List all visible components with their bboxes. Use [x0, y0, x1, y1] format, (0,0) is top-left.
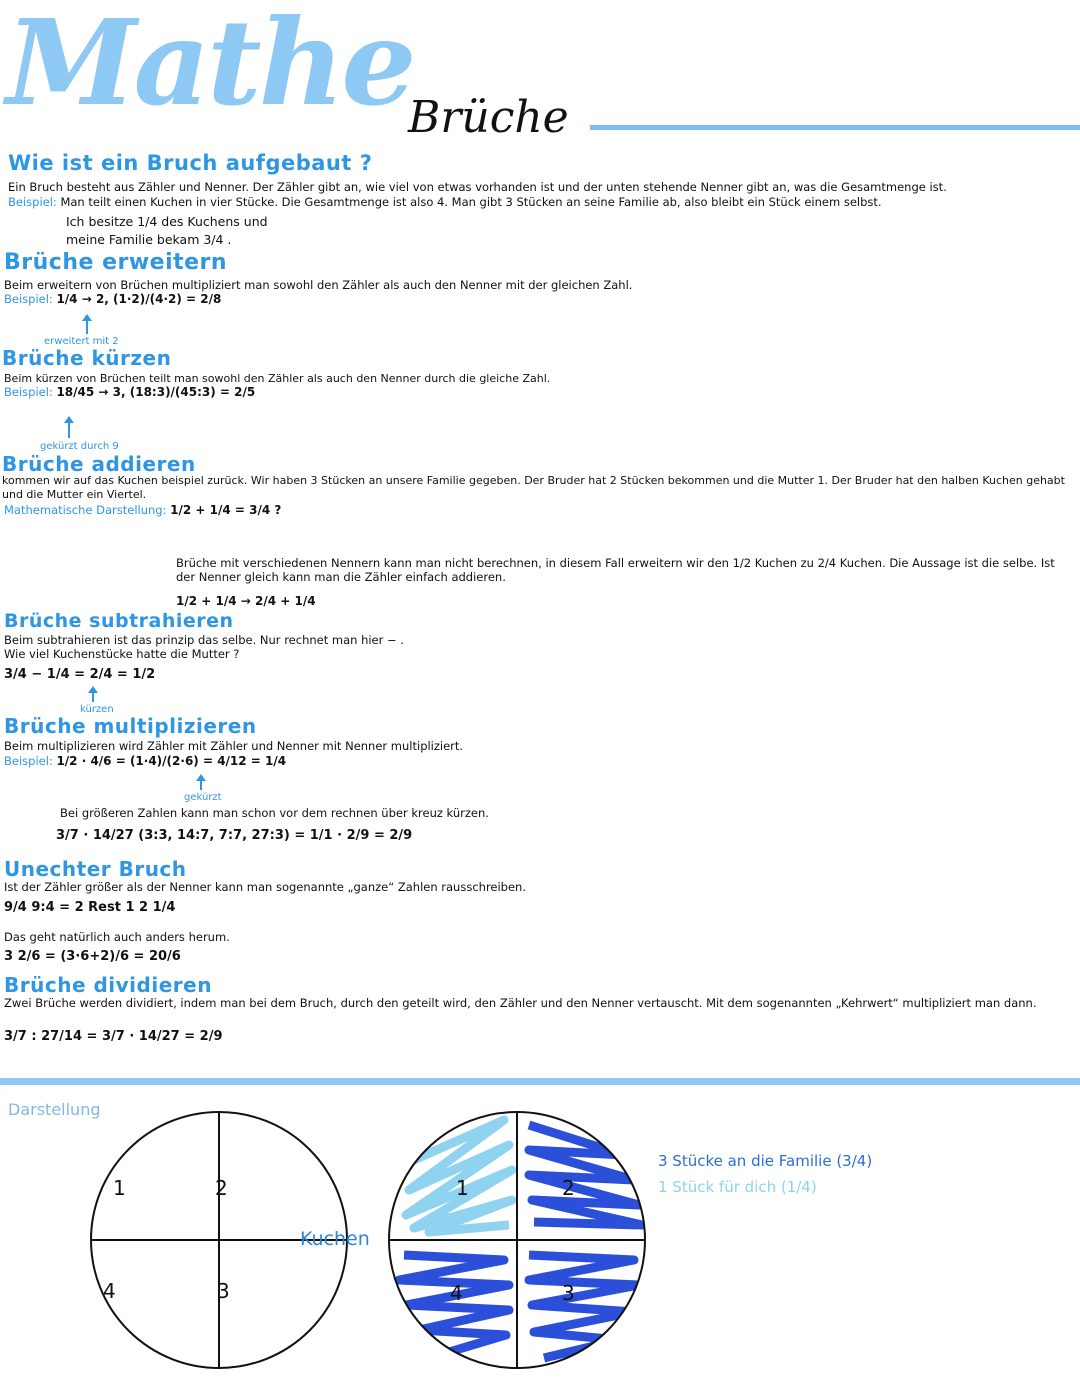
piece-label-4: 4: [103, 1279, 116, 1303]
erweitern-note: erweitert mit 2: [44, 336, 119, 347]
page-subtitle: Brüche: [408, 92, 569, 143]
unecht-math2: 3 2/6 = (3·6+2)/6 = 20/6: [4, 949, 181, 964]
legend-self: 1 Stück für dich (1/4): [658, 1178, 817, 1196]
addieren-text: kommen wir auf das Kuchen beispiel zurück. Wir haben 3 Stücken an unsere Familie gegeben. Der Bruder hat 2 Stücken bekommen und die Mutter 1. Der Bruder hat den halben Kuchen gehabt und die Mutter ein Viertel.: [2, 474, 1065, 501]
addieren-math2: 1/2 + 1/4 → 2/4 + 1/4: [176, 594, 316, 608]
page-title: Mathe: [6, 0, 414, 132]
aufbau-text: Ein Bruch besteht aus Zähler und Nenner. Der Zähler gibt an, wie viel von etwas vorhanden ist und der unten stehende Nenner gibt an, was die Gesamtmenge ist.: [8, 180, 947, 194]
heading-aufbau: Wie ist ein Bruch aufgebaut ?: [8, 151, 373, 175]
multiplizieren-note: gekürzt: [184, 792, 222, 803]
piece-label-colored-1: 1: [456, 1176, 469, 1200]
erweitern-arrow: [86, 316, 88, 334]
kuerzen-example-label: Beispiel:: [4, 385, 53, 399]
unecht-text: Ist der Zähler größer als der Nenner kann man sogenannte „ganze“ Zahlen rausschreiben.: [4, 880, 527, 894]
dividieren-text: Zwei Brüche werden dividiert, indem man bei dem Bruch, durch den geteilt wird, den Zähler und den Nenner vertauscht. Mit dem sogenannten „Kehrwert“ multipliziert man dann.: [4, 996, 1037, 1010]
aufbau-example-label: Beispiel:: [8, 195, 57, 209]
heading-dividieren: Brüche dividieren: [4, 973, 212, 997]
addieren-explain: Brüche mit verschiedenen Nennern kann man nicht berechnen, in diesem Fall erweitern wir den 1/2 Kuchen zu 2/4 Kuchen. Die Aussage ist die selbe. Ist der Nenner gleich kann man die Zähler einfach addieren.: [176, 556, 1055, 584]
addieren-math: 1/2 + 1/4 = 3/4 ?: [170, 503, 282, 517]
aufbau-example-text: Man teilt einen Kuchen in vier Stücke. Die Gesamtmenge ist also 4. Man gibt 3 Stücken an seine Familie ab, also bleibt ein Stück einem selbst.: [60, 195, 882, 209]
heading-unecht: Unechter Bruch: [4, 857, 187, 881]
multiplizieren-line2: Bei größeren Zahlen kann man schon vor dem rechnen über kreuz kürzen.: [60, 806, 489, 820]
subtrahieren-note: kürzen: [80, 704, 114, 715]
multiplizieren-text: Beim multiplizieren wird Zähler mit Zähler und Nenner mit Nenner multipliziert.: [4, 739, 464, 753]
multiplizieren-math: 1/2 · 4/6 = (1·4)/(2·6) = 4/12 = 1/4: [56, 754, 287, 768]
heading-addieren: Brüche addieren: [2, 452, 196, 476]
piece-label-colored-4: 4: [450, 1281, 463, 1305]
legend-family: 3 Stücke an die Familie (3/4): [658, 1152, 873, 1170]
scribble-family-4: [399, 1255, 509, 1355]
scribble-family-3: [529, 1255, 639, 1358]
erweitern-example-label: Beispiel:: [4, 292, 53, 306]
kuerzen-math: 18/45 → 3, (18:3)/(45:3) = 2/5: [56, 385, 256, 399]
heading-subtrahieren: Brüche subtrahieren: [4, 610, 234, 632]
heading-multiplizieren: Brüche multiplizieren: [4, 714, 257, 738]
piece-label-2: 2: [215, 1176, 228, 1200]
erweitern-text: Beim erweitern von Brüchen multipliziert man sowohl den Zähler als auch den Nenner mit der gleichen Zahl.: [4, 278, 633, 292]
heading-erweitern: Brüche erweitern: [4, 250, 228, 275]
kuerzen-text: Beim kürzen von Brüchen teilt man sowohl den Zähler als auch den Nenner durch die gleiche Zahl.: [4, 372, 551, 385]
section-divider: [0, 1078, 1080, 1085]
unecht-line2: Das geht natürlich auch anders herum.: [4, 930, 230, 944]
aufbau-line2: meine Familie bekam 3/4 .: [66, 232, 232, 247]
subtrahieren-line2: Wie viel Kuchenstücke hatte die Mutter ?: [4, 647, 240, 661]
unecht-math: 9/4 9:4 = 2 Rest 1 2 1/4: [4, 900, 176, 915]
subtrahieren-arrow: [92, 688, 94, 702]
aufbau-line1: Ich besitze 1/4 des Kuchens und: [66, 214, 268, 229]
scribble-family-2: [529, 1125, 642, 1225]
piece-label-3: 3: [217, 1279, 230, 1303]
subtrahieren-line1: Beim subtrahieren ist das prinzip das selbe. Nur rechnet man hier − .: [4, 633, 404, 647]
erweitern-math: 1/4 → 2, (1·2)/(4·2) = 2/8: [56, 292, 222, 306]
multiplizieren-math2: 3/7 · 14/27 (3:3, 14:7, 7:7, 27:3) = 1/1 · 2/9 = 2/9: [56, 828, 413, 843]
subtrahieren-math: 3/4 − 1/4 = 2/4 = 1/2: [4, 667, 156, 682]
cake-diagram-colored: [384, 1100, 659, 1390]
piece-label-colored-2: 2: [562, 1176, 575, 1200]
kuerzen-arrow: [68, 418, 70, 438]
kuerzen-note: gekürzt durch 9: [40, 441, 119, 452]
title-rule: [590, 125, 1080, 130]
piece-label-colored-3: 3: [562, 1281, 575, 1305]
kuchen-label: Kuchen: [300, 1228, 370, 1250]
darstellung-label: Darstellung: [8, 1100, 101, 1119]
heading-kuerzen: Brüche kürzen: [2, 346, 172, 370]
multiplizieren-example-label: Beispiel:: [4, 754, 53, 768]
addieren-example-label: Mathematische Darstellung:: [4, 503, 167, 517]
multiplizieren-arrow: [200, 776, 202, 790]
dividieren-math: 3/7 : 27/14 = 3/7 · 14/27 = 2/9: [4, 1029, 223, 1044]
piece-label-1: 1: [113, 1176, 126, 1200]
